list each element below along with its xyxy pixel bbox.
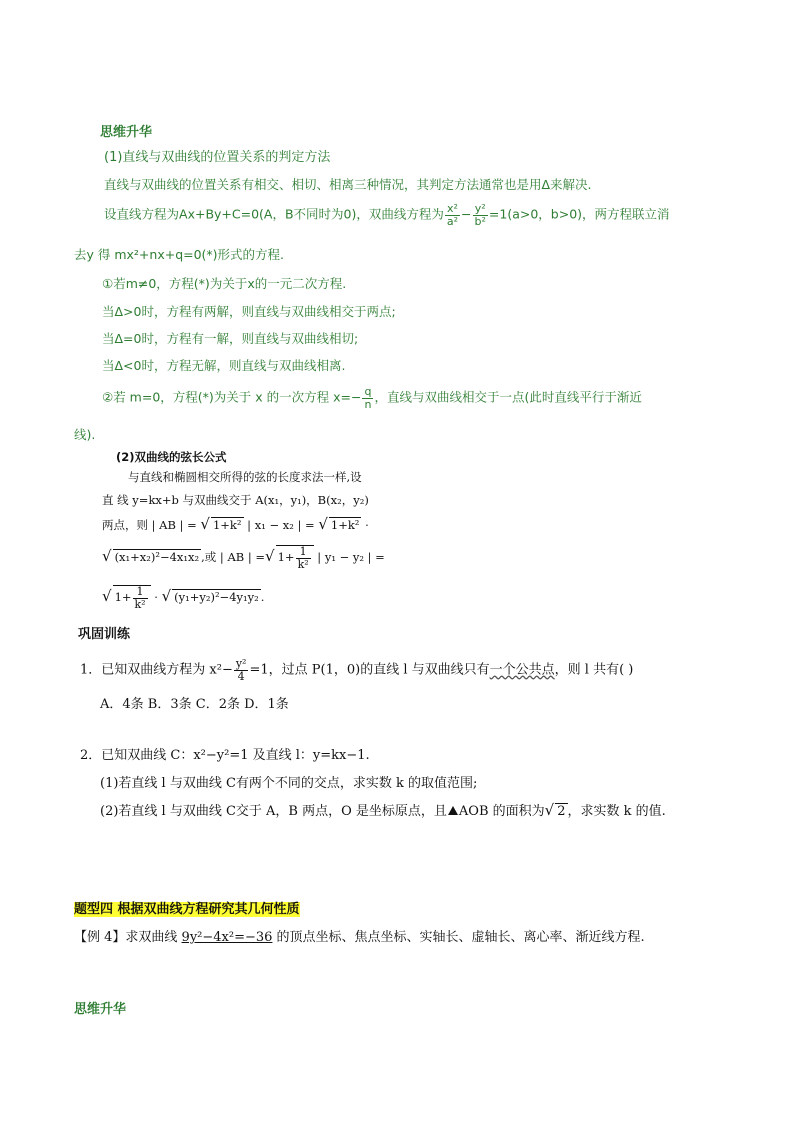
subheading-chord-formula: (2)双曲线的弦长公式	[116, 450, 227, 464]
question-2: 2．已知双曲线 C：x²−y²=1 及直线 l：y=kx−1.	[80, 748, 370, 763]
chord-text: 与直线和椭圆相交所得的弦的长度求法一样,设	[128, 470, 362, 484]
text-line: 线).	[74, 427, 96, 442]
question-2-part-1: (1)若直线 l 与双曲线 C有两个不同的交点，求实数 k 的取值范围;	[100, 776, 478, 791]
fraction-x2-a2: $\frac{\text{x²}}{\text{a²}}$	[446, 202, 459, 228]
case-two: ②若 m=0，方程(*)为关于 x 的一次方程 x=− $\frac{q}{n}$ ，直线与双曲线相交于一点(此时直线平行于渐近	[102, 385, 642, 411]
section-title: 思维升华	[100, 125, 153, 140]
type4-title: 题型四 根据双曲线方程研究其几何性质	[74, 902, 300, 917]
chord-formula-2: √ (x₁+x₂)²−4x₁x₂ ,或 | AB | =√ 1+ $\frac{1}{\text{k²}}$ | y₁ − y₂ | =	[102, 545, 385, 571]
fraction-q-n: $\frac{q}{n}$	[364, 385, 372, 411]
case-delta-zero: 当Δ=0时，方程有一解，则直线与双曲线相切;	[102, 331, 359, 346]
case-one: ①若m≠0，方程(*)为关于x的一元二次方程.	[102, 276, 347, 291]
case-delta-positive: 当Δ>0时，方程有两解，则直线与双曲线相交于两点;	[102, 304, 396, 319]
text-line: 直线与双曲线的位置关系有相交、相切、相离三种情况，其判定方法通常也是用Δ来解决.	[104, 177, 592, 192]
question-1-options: A．4条 B．3条 C．2条 D．1条	[100, 697, 289, 712]
text-line: 去y 得 mx²+nx+q=0(*)形式的方程.	[74, 247, 285, 262]
chord-formula-1: 两点，则 | AB | = √ 1+k² | x₁ − x₂ | = √ 1+k² ·	[102, 515, 369, 533]
question-1: 1．已知双曲线方程为 x²− $\frac{\text{y²}}{4}$ =1，过点 P(1，0)的直线 l 与双曲线只有一个公共点，则 l 共有( )	[80, 657, 634, 683]
question-2-part-2: (2)若直线 l 与双曲线 C交于 A，B 两点，O 是坐标原点，且 AOB 的面积为√ 2 ，求实数 k 的值.	[100, 801, 666, 819]
fraction-y2-4: $\frac{\text{y²}}{4}$	[235, 657, 247, 683]
example-4: 【例 4】求双曲线 9y²−4x²=−36 的顶点坐标、焦点坐标、实轴长、虚轴长、离心率、渐近线方程.	[74, 930, 645, 945]
practice-title: 巩固训练	[78, 627, 131, 642]
fraction-y2-b2: $\frac{\text{y²}}{\text{b²}}$	[474, 202, 486, 228]
subheading-position-relation: (1)直线与双曲线的位置关系的判定方法	[104, 150, 331, 165]
hyperbola-equation-line: 设直线方程为Ax+By+C=0(A，B不同时为0)，双曲线方程为 $\frac{\text{x²}}{\text{a²}}$ − $\frac{\text{y²}}{\text{b²}}$ =1(a>0，b>0)，两方程联立消	[104, 202, 670, 228]
triangle-icon	[448, 806, 458, 815]
section-title-2: 思维升华	[74, 1002, 127, 1017]
fraction-1-k2: $\frac{1}{\text{k²}}$	[297, 545, 309, 571]
case-delta-negative: 当Δ<0时，方程无解，则直线与双曲线相离.	[102, 358, 346, 373]
chord-text: 直 线 y=kx+b 与双曲线交于 A(x₁，y₁)，B(x₂，y₂)	[102, 493, 369, 507]
chord-formula-3: √ 1+ $\frac{1}{\text{k²}}$ · √ (y₁+y₂)²−4y₁y₂ .	[102, 585, 265, 611]
